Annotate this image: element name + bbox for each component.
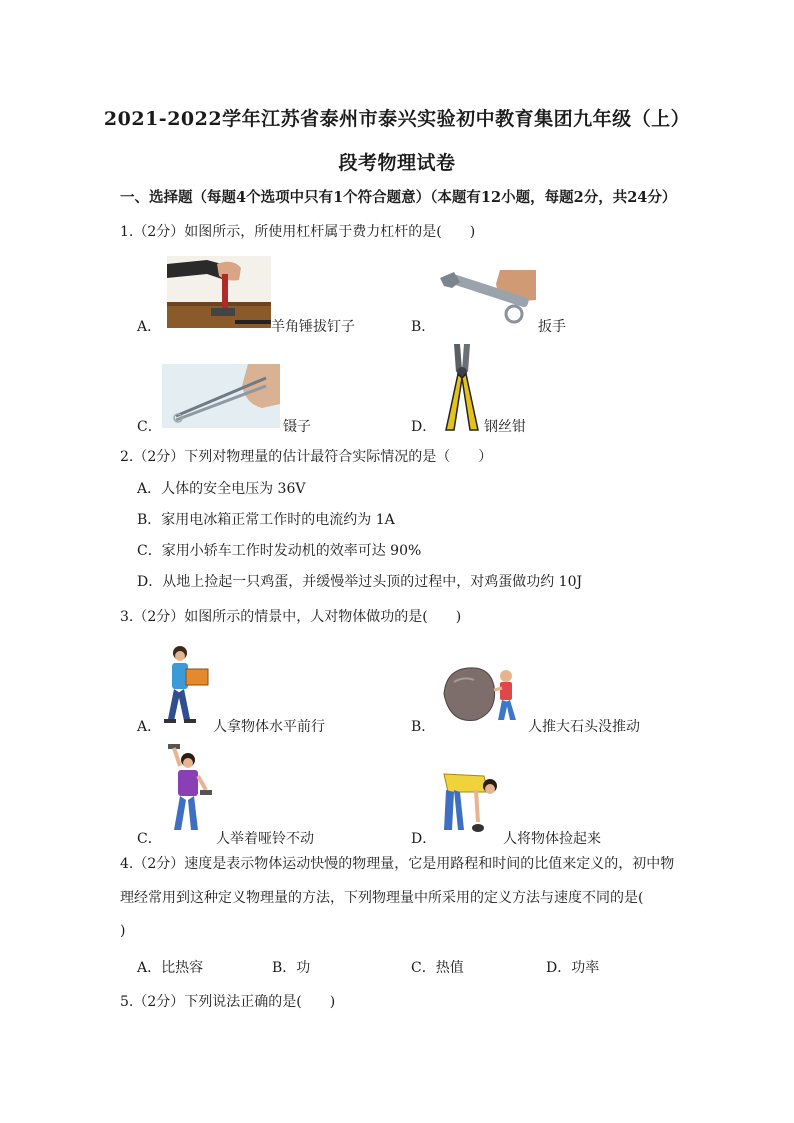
q1-option-c-letter[interactable]: C． — [137, 419, 162, 435]
q3-option-c-caption: 人举着哑铃不动 — [216, 831, 314, 847]
exam-title-line2: 段考物理试卷 — [338, 152, 456, 174]
q1-option-d-caption: 钢丝钳 — [484, 419, 526, 435]
question-4-stem-line1: 4.（2分）速度是表示物体运动快慢的物理量，它是用路程和时间的比值来定义的，初中物 — [120, 856, 675, 872]
section-heading: 一、选择题（每题4个选项中只有1个符合题意）（本题有12小题，每题2分，共24分） — [120, 189, 677, 206]
q4-option-b[interactable]: B．功 — [272, 960, 311, 976]
q1-option-b-caption: 扳手 — [538, 319, 566, 335]
q4-option-d[interactable]: D．功率 — [546, 960, 600, 976]
q2-option-c[interactable]: C．家用小轿车工作时发动机的效率可达 90% — [137, 543, 422, 559]
hammer-image — [167, 256, 271, 328]
q3-option-b-caption: 人推大石头没推动 — [528, 719, 640, 735]
question-2-stem: 2.（2分）下列对物理量的估计最符合实际情况的是（ ） — [120, 449, 493, 465]
person-carrying-box-image — [162, 645, 212, 727]
pliers-image — [440, 342, 484, 432]
q3-option-c-letter[interactable]: C． — [137, 831, 162, 847]
q3-option-d-caption: 人将物体捡起来 — [503, 831, 601, 847]
q3-option-a-letter[interactable]: A． — [137, 719, 162, 735]
question-1-stem: 1.（2分）如图所示，所使用杠杆属于费力杠杆的是( ) — [120, 224, 476, 240]
q4-option-a[interactable]: A．比热容 — [137, 960, 204, 976]
q3-option-d-letter[interactable]: D． — [411, 831, 437, 847]
q2-option-b[interactable]: B．家用电冰箱正常工作时的电流约为 1A — [137, 512, 395, 528]
person-pushing-rock-image — [440, 664, 526, 726]
exam-title-line1: 2021-2022学年江苏省泰州市泰兴实验初中教育集团九年级（上） — [103, 108, 691, 130]
q3-option-b-letter[interactable]: B． — [411, 719, 436, 735]
q1-option-a-caption: 羊角锤拔钉子 — [271, 319, 355, 335]
q1-option-a-letter[interactable]: A． — [137, 319, 162, 335]
person-holding-dumbbell-image — [164, 740, 214, 838]
question-4-stem-line2: 理经常用到这种定义物理量的方法，下列物理量中所采用的定义方法与速度不同的是( — [120, 890, 644, 906]
person-picking-up-object-image — [440, 770, 504, 838]
wrench-image — [440, 270, 536, 326]
q1-option-b-letter[interactable]: B． — [411, 319, 436, 335]
question-4-stem-line3: ) — [120, 923, 126, 939]
tweezers-image — [162, 364, 280, 428]
question-3-stem: 3.（2分）如图所示的情景中，人对物体做功的是( ) — [120, 609, 462, 625]
q3-option-a-caption: 人拿物体水平前行 — [213, 719, 325, 735]
q4-option-c[interactable]: C．热值 — [411, 960, 464, 976]
q2-option-a[interactable]: A．人体的安全电压为 36V — [137, 481, 306, 497]
question-5-stem: 5.（2分）下列说法正确的是( ) — [120, 994, 336, 1010]
q1-option-d-letter[interactable]: D． — [411, 419, 437, 435]
q2-option-d[interactable]: D．从地上捡起一只鸡蛋，并缓慢举过头顶的过程中，对鸡蛋做功约 10J — [137, 574, 583, 590]
q1-option-c-caption: 镊子 — [283, 419, 311, 435]
